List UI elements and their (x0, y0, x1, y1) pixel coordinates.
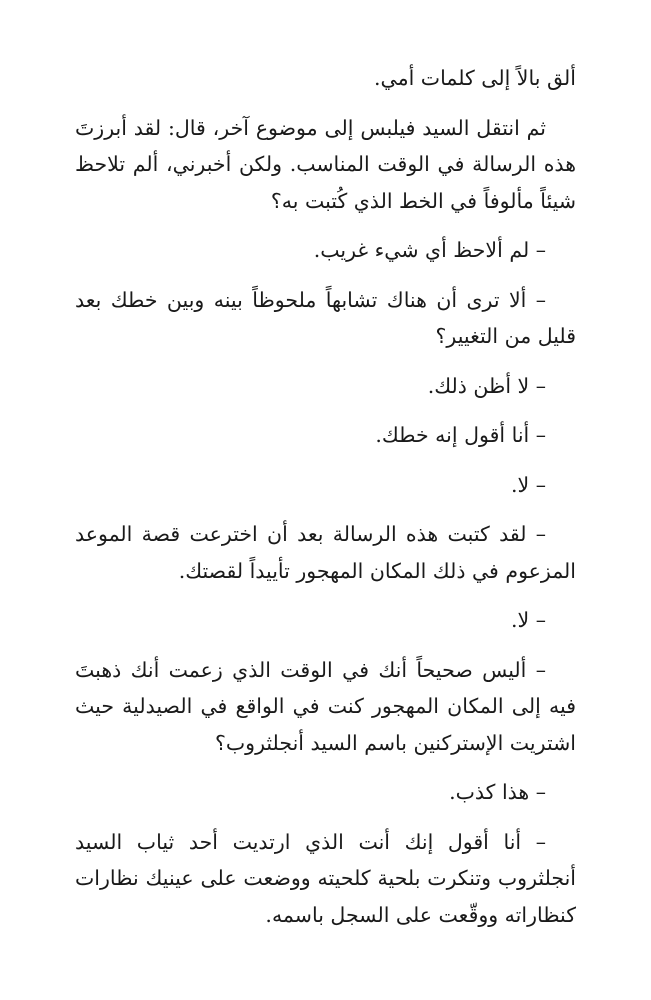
dialogue-line: – أليس صحيحاً أنك في الوقت الذي زعمت أنك ذهبتَ فيه إلى المكان المهجور كنت في الواقع في الصيدلية حيث اشتريت الإستركنين باسم السيد أنجلثروب؟ (75, 657, 576, 755)
dialogue-line: – لم ألاحظ أي شيء غريب. (313, 238, 546, 262)
dialogue-line: – أنا أقول إنك أنت الذي ارتديت أحد ثياب السيد أنجلثروب وتنكرت بلحية كلحيته ووضعت على عينيك نظارات كنظاراته ووقّعت على السجل باسمه. (75, 829, 576, 927)
dialogue-line: – أنا أقول إنه خطك. (375, 423, 546, 447)
dialogue-line: – لا. (511, 472, 546, 497)
dialogue-line: – لا أظن ذلك. (427, 373, 546, 398)
book-page (75, 60, 576, 946)
dialogue-line: – لقد كتبت هذه الرسالة بعد أن اخترعت قصة الموعد المزعوم في ذلك المكان المهجور تأييداً لقصتك. (75, 522, 576, 583)
paragraph: ألق بالاً إلى كلمات أمي. (374, 66, 576, 90)
paragraph: ثم انتقل السيد فيلبس إلى موضوع آخر، قال: لقد أبرزتَ هذه الرسالة في الوقت المناسب. ولكن أخبرني، ألم تلاحظ شيئاً مألوفاً في الخط الذي كُتبت به؟ (75, 115, 576, 213)
dialogue-line: – لا. (511, 608, 546, 632)
dialogue-line: – هذا كذب. (449, 780, 546, 804)
dialogue-line: – ألا ترى أن هناك تشابهاً ملحوظاً بينه وبين خطك بعد قليل من التغيير؟ (75, 287, 576, 348)
